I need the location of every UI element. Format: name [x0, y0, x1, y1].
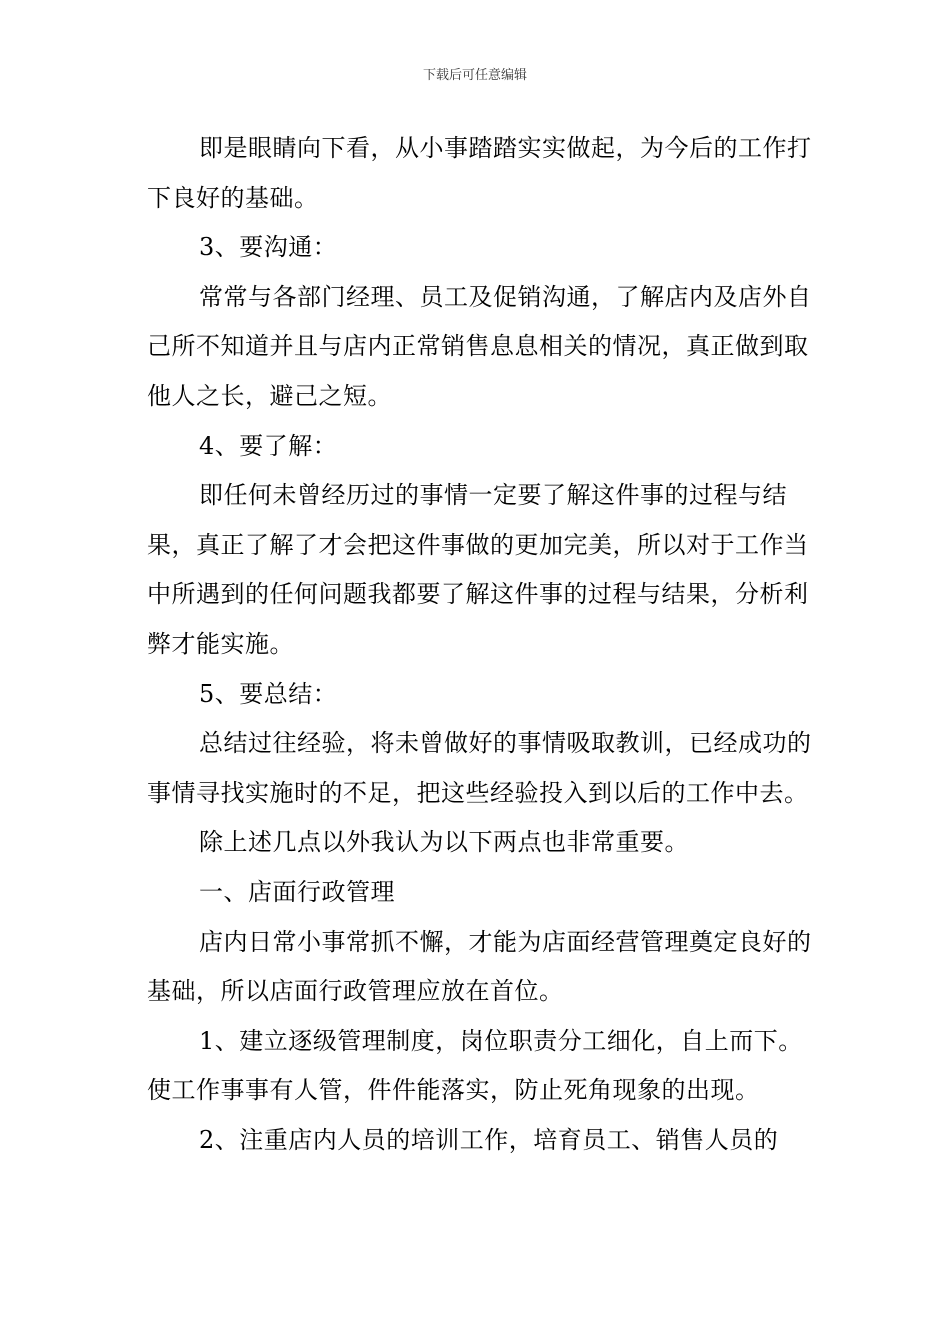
paragraph: 2、注重店内人员的培训工作，培育员工、销售人员的: [199, 1125, 779, 1154]
section-heading: 3、要沟通：: [199, 233, 338, 262]
section-heading: 5、要总结：: [199, 679, 338, 708]
paragraph: 1、建立逐级管理制度，岗位职责分工细化，自上而下。使工作事事有人管，件件能落实，防止死角现象的出现。: [147, 1026, 803, 1105]
section-heading: 4、要了解：: [199, 431, 338, 460]
page-header-watermark: 下载后可任意编辑: [422, 68, 527, 83]
paragraph: 总结过往经验，将未曾做好的事情吸取教训，已经成功的事情寻找实施时的不足，把这些经验投入到以后的工作中去。: [147, 729, 812, 807]
paragraph: 除上述几点以外我认为以下两点也非常重要。: [199, 828, 689, 857]
section-heading: 一、店面行政管理: [199, 877, 395, 906]
paragraph: 即是眼睛向下看，从小事踏踏实实做起，为今后的工作打下良好的基础。: [147, 134, 812, 212]
document-body: [147, 124, 817, 1165]
paragraph: 即任何未曾经历过的事情一定要了解这件事的过程与结果，真正了解了才会把这件事做的更加完美，所以对于工作当中所遇到的任何问题我都要了解这件事的过程与结果，分析利弊才能实施。: [147, 481, 809, 658]
paragraph: 店内日常小事常抓不懈，才能为店面经营管理奠定良好的基础，所以店面行政管理应放在首位。: [147, 927, 812, 1006]
paragraph: 常常与各部门经理、员工及促销沟通，了解店内及店外自己所不知道并且与店内正常销售息息相关的情况，真正做到取他人之长，避己之短。: [147, 282, 812, 410]
